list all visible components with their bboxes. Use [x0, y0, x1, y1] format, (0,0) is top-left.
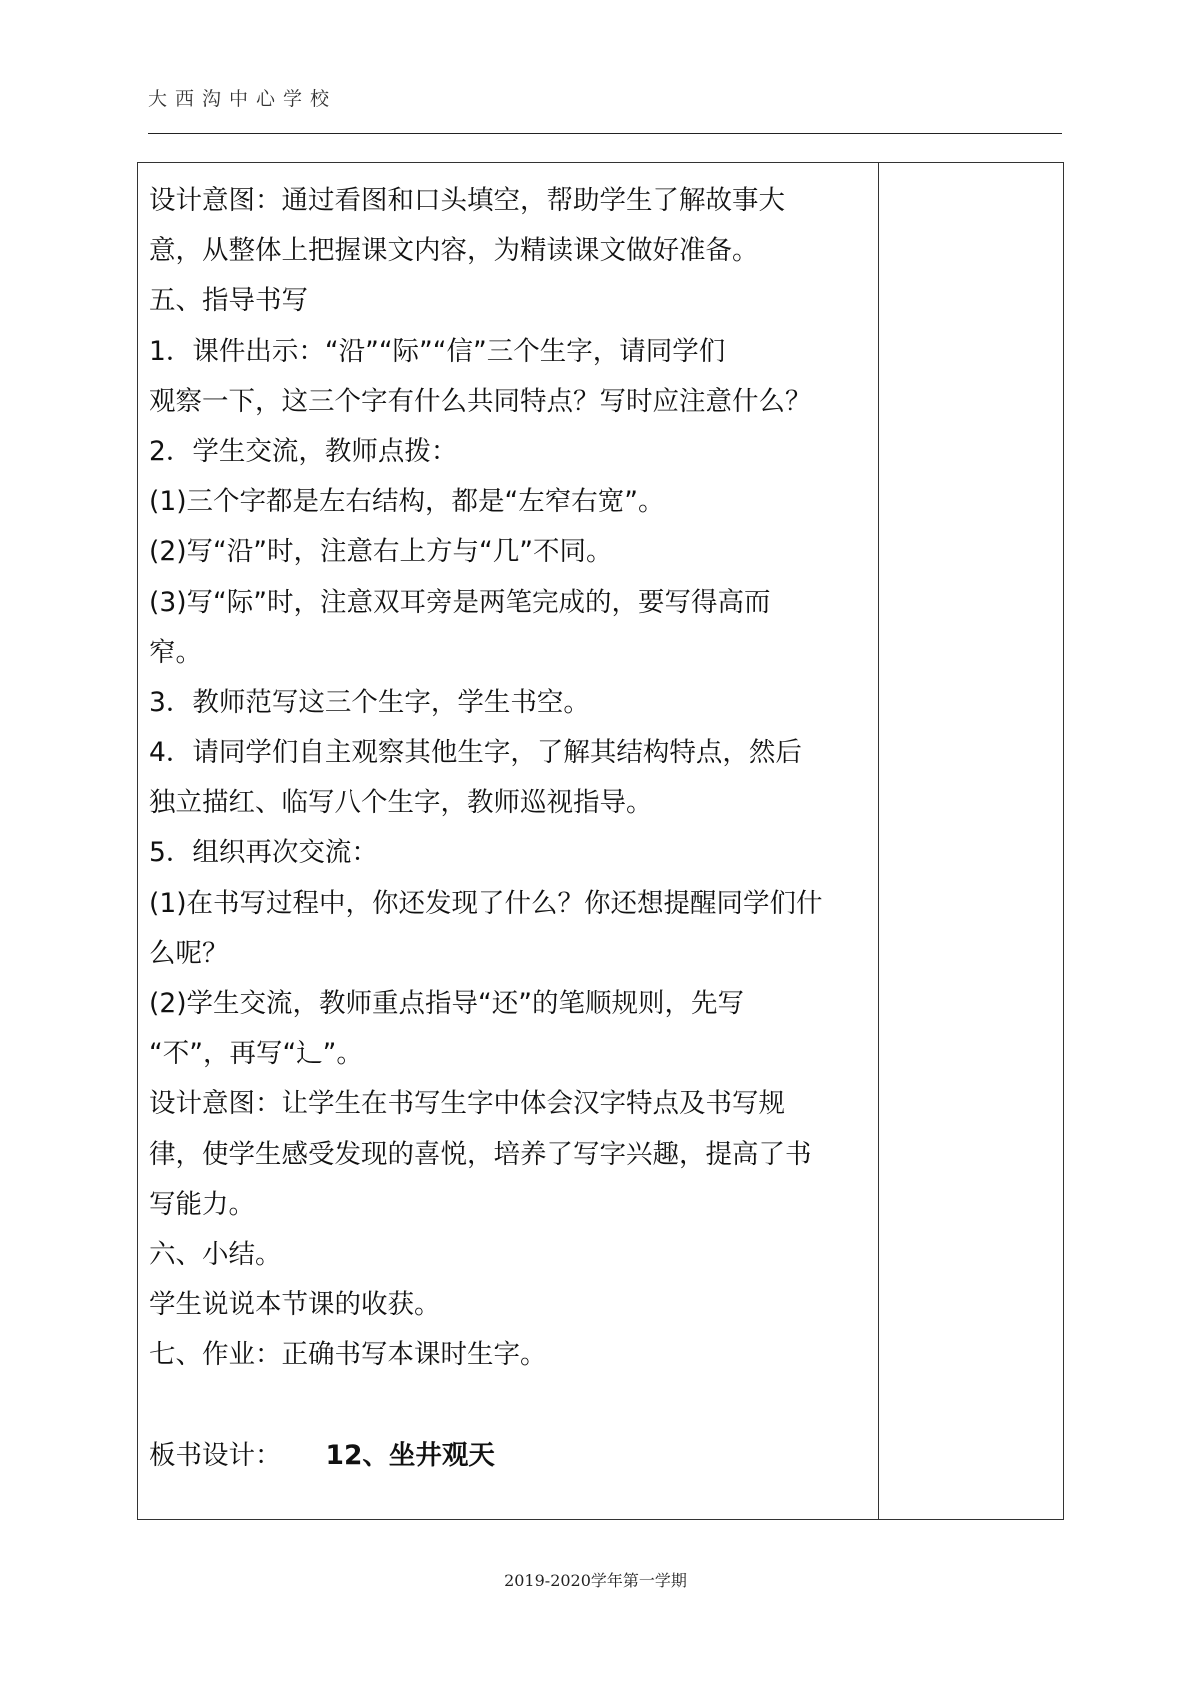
design-intent-line: 律，使学生感受发现的喜悦，培养了写字兴趣，提高了书: [149, 1138, 812, 1170]
step-line: 5．组织再次交流：: [149, 837, 378, 869]
design-intent-line: 意，从整体上把握课文内容，为精读课文做好准备。: [149, 235, 759, 267]
step-line: 1．课件出示：“沿”“际”“信”三个生字，请同学们: [149, 335, 726, 367]
design-intent-line: 写能力。: [149, 1188, 255, 1220]
lesson-content-cell: [149, 176, 869, 1481]
blank-line: [149, 1381, 869, 1431]
sub-step-line: (3)写“际”时，注意双耳旁是两笔完成的，要写得高而: [149, 586, 771, 618]
sub-step-line: (2)学生交流，教师重点指导“还”的笔顺规则，先写: [149, 988, 744, 1019]
step-line: 3．教师范写这三个生字，学生书空。: [149, 686, 590, 718]
lesson-plan-table: [137, 162, 1064, 1520]
design-intent-line: 设计意图：让学生在书写生字中体会汉字特点及书写规: [149, 1088, 785, 1120]
board-design-label: 板书设计：: [149, 1439, 282, 1471]
sub-step-line: (1)三个字都是左右结构，都是“左窄右宽”。: [149, 486, 665, 518]
column-divider: [878, 163, 879, 1519]
section-heading: 七、作业：正确书写本课时生字。: [149, 1339, 547, 1371]
sub-step-line: 么呢？: [149, 937, 229, 969]
board-design-title: 12、坐井观天: [325, 1439, 495, 1471]
step-line: 学生说说本节课的收获。: [149, 1289, 441, 1321]
step-line: 2．学生交流，教师点拨：: [149, 435, 458, 467]
design-intent-line: 设计意图：通过看图和口头填空，帮助学生了解故事大: [149, 185, 785, 216]
sub-step-line: (2)写“沿”时，注意右上方与“几”不同。: [149, 536, 613, 568]
school-name: 大西沟中心学校: [148, 88, 338, 110]
step-line: 独立描红、临写八个生字，教师巡视指导。: [149, 787, 653, 819]
section-heading: 六、小结。: [149, 1238, 282, 1270]
step-line: 4．请同学们自主观察其他生字，了解其结构特点，然后: [149, 737, 802, 769]
sub-step-line: “不”，再写“辶”。: [149, 1038, 363, 1070]
sub-step-line: (1)在书写过程中，你还发现了什么？你还想提醒同学们什: [149, 887, 823, 919]
board-design-row: [149, 1431, 869, 1481]
section-heading: 五、指导书写: [149, 285, 308, 317]
sub-step-line: 窄。: [149, 636, 202, 668]
step-line: 观察一下，这三个字有什么共同特点？写时应注意什么？: [149, 385, 812, 417]
header-rule: [148, 133, 1062, 134]
term-footer: 2019-2020学年第一学期: [504, 1571, 687, 1590]
